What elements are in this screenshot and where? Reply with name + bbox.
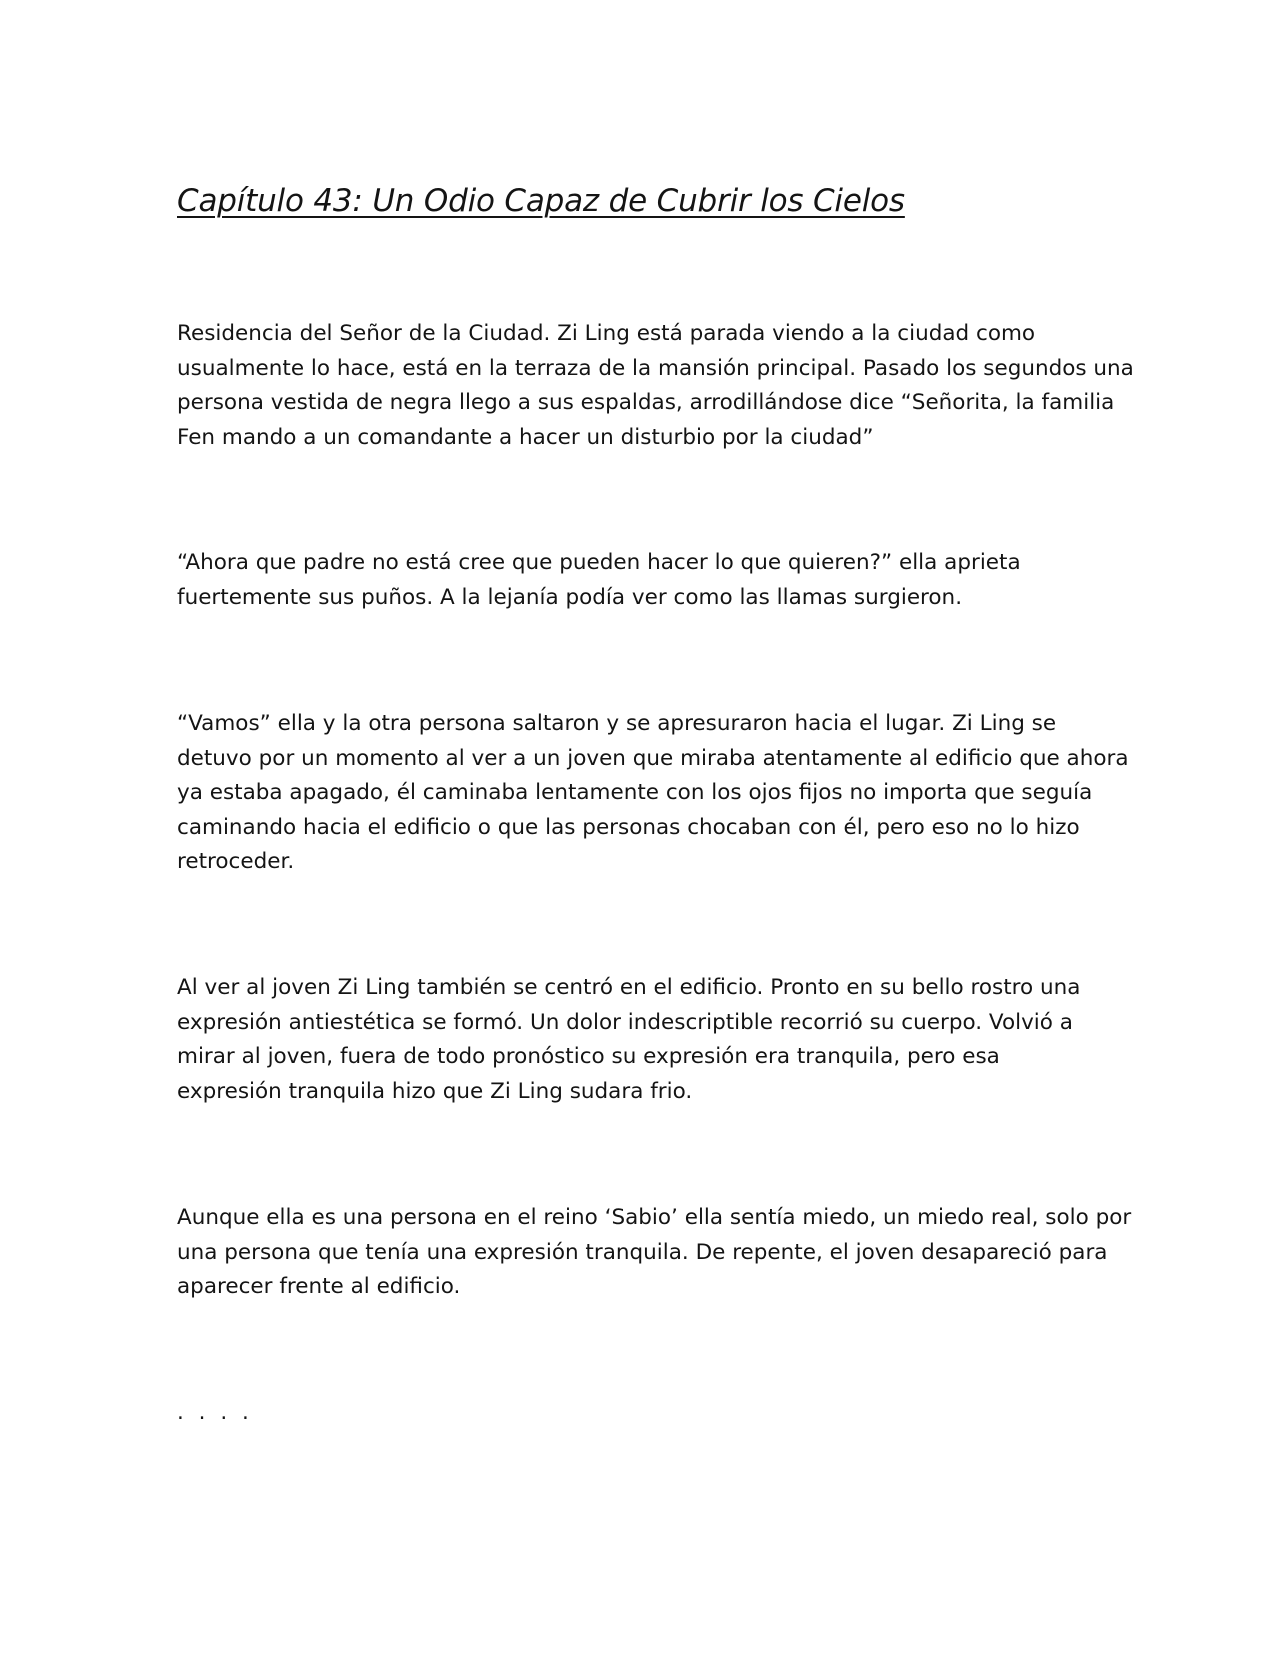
text-line: persona vestida de negra llego a sus espaldas, arrodillándose dice “Señorita, la familia — [177, 390, 1115, 415]
text-line: expresión tranquila hizo que Zi Ling sudara frio. — [177, 1078, 693, 1104]
text-line: detuvo por un momento al ver a un joven que miraba atentamente al edificio que ahora — [177, 745, 1129, 771]
paragraph-4 — [177, 971, 1080, 1109]
text-line: aparecer frente al edificio. — [177, 1274, 461, 1299]
text-line: “Vamos” ella y la otra persona saltaron y se apresuraron hacia el lugar. Zi Ling se — [177, 711, 1057, 736]
text-line: Residencia del Señor de la Ciudad. Zi Ling está parada viendo a la ciudad como — [177, 321, 1036, 346]
paragraph-5 — [177, 1201, 1131, 1305]
section-break-dots — [177, 1396, 253, 1431]
paragraph-2 — [177, 546, 1021, 615]
text-line: Aunque ella es una persona en el reino ‘Sabio’ ella sentía miedo, un miedo real, solo por — [177, 1205, 1132, 1230]
text-line: “Ahora que padre no está cree que pueden hacer lo que quieren?” ella aprieta — [177, 550, 1021, 575]
paragraph-3 — [177, 707, 1129, 880]
text-line: fuertemente sus puños. A la lejanía podía ver como las llamas surgieron. — [177, 584, 963, 610]
text-line: . . . . — [177, 1400, 253, 1425]
text-line: mirar al joven, fuera de todo pronóstico su expresión era tranquila, pero esa — [177, 1044, 1000, 1069]
document-body — [177, 178, 1134, 1425]
text-line: usualmente lo hace, está en la terraza de la mansión principal. Pasado los segundos una — [177, 355, 1134, 381]
text-line: una persona que tenía una expresión tranquila. De repente, el joven desapareció para — [177, 1239, 1108, 1265]
text-line: Fen mando a un comandante a hacer un disturbio por la ciudad” — [177, 424, 874, 450]
text-line: expresión antiestética se formó. Un dolor indescriptible recorrió su cuerpo. Volvió a — [177, 1009, 1073, 1035]
text-line: retroceder. — [177, 849, 295, 874]
paragraph-1 — [177, 317, 1134, 455]
text-line: caminando hacia el edificio o que las personas chocaban con él, pero eso no lo hizo — [177, 814, 1080, 840]
text-line: Al ver al joven Zi Ling también se centró en el edificio. Pronto en su bello rostro una — [177, 975, 1081, 1000]
chapter-title: Capítulo 43: Un Odio Capaz de Cubrir los Cielos — [177, 183, 905, 219]
text-line: ya estaba apagado, él caminaba lentamente con los ojos fijos no importa que seguía — [177, 780, 1093, 805]
